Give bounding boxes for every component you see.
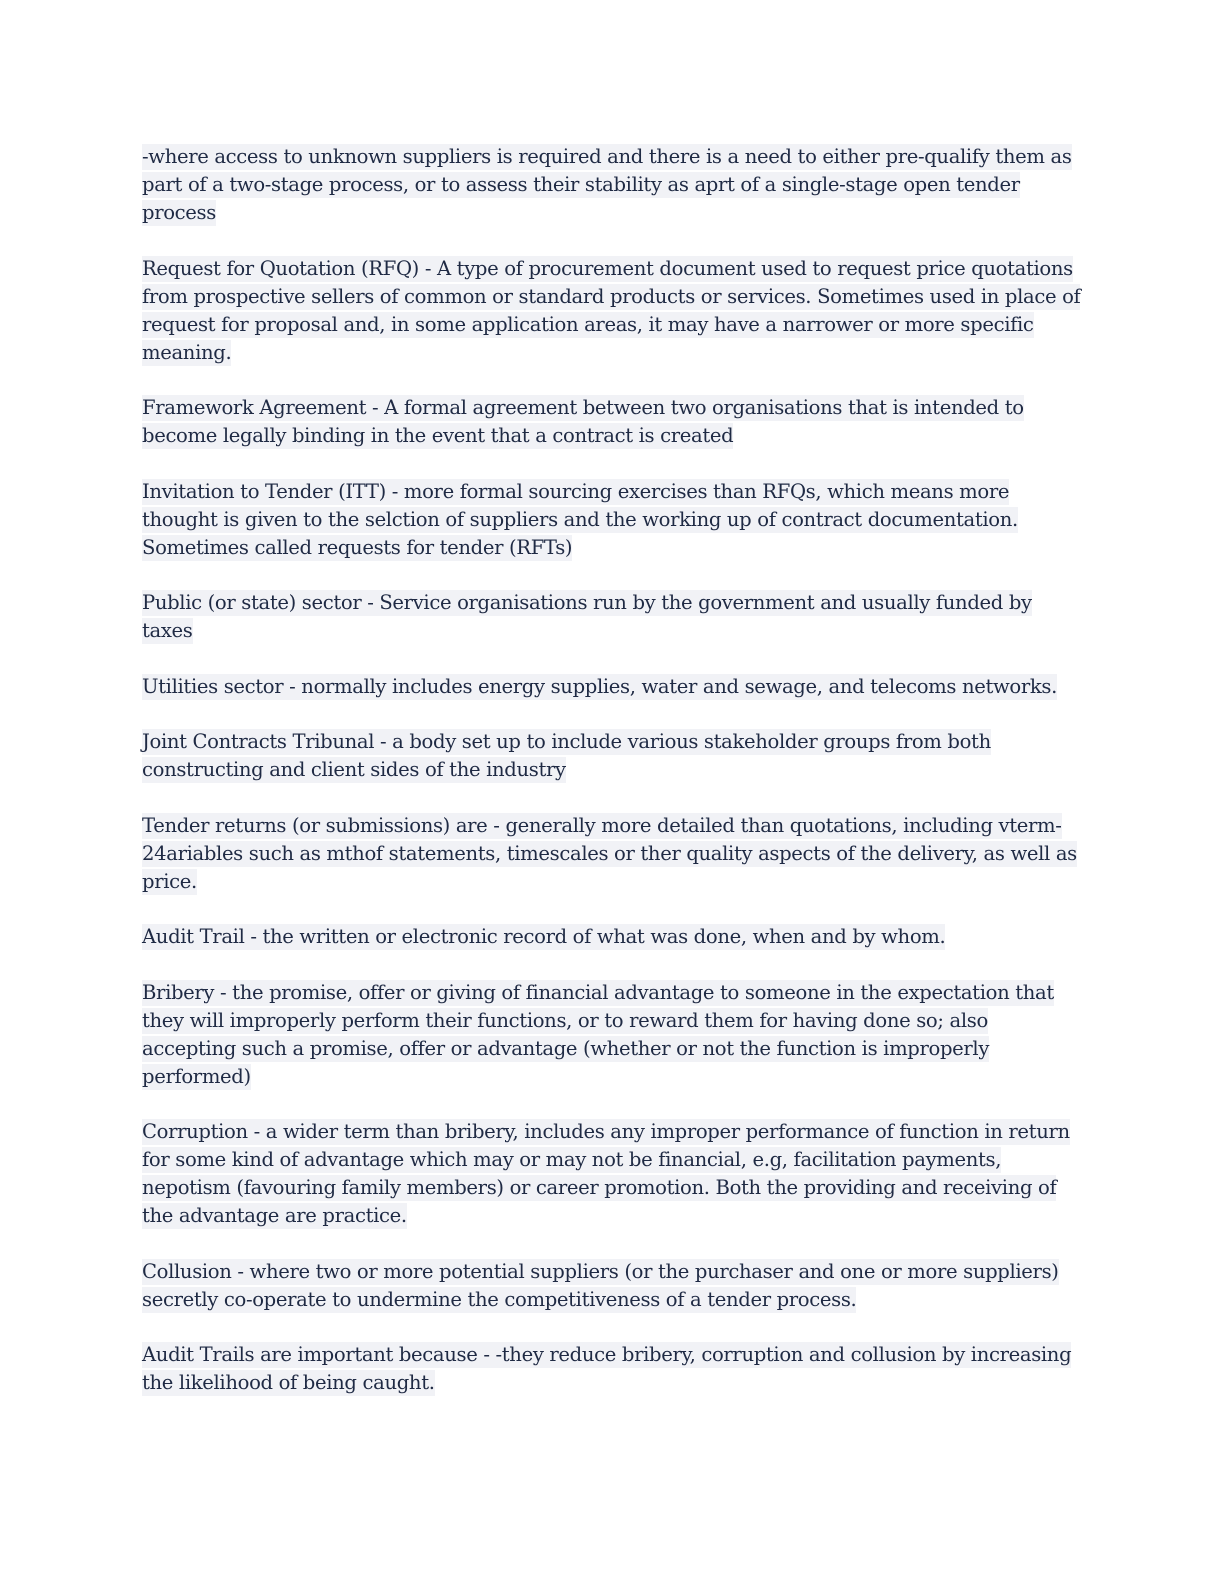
paragraph-bribery xyxy=(142,979,1082,1091)
paragraph-utilities-sector xyxy=(142,673,1082,701)
paragraph-text: Audit Trail - the written or electronic record of what was done, when and by whom. xyxy=(142,925,946,948)
paragraph-text: Utilities sector - normally includes energy supplies, water and sewage, and telecoms networks. xyxy=(142,674,1058,698)
paragraph-framework-agreement xyxy=(142,394,1082,450)
paragraph-audit-trails-importance xyxy=(142,1341,1082,1397)
paragraph-text: -where access to unknown suppliers is required and there is a need to either pre-qualify them as part of a two-stage process, or to assess their stability as aprt of a single-stage open tender process xyxy=(142,145,1072,224)
paragraph-text: Framework Agreement - A formal agreement between two organisations that is intended to become legally binding in the event that a contract is created xyxy=(142,396,1024,447)
paragraph-text: Corruption - a wider term than bribery, includes any improper performance of function in return for some kind of advantage which may or may not be financial, e.g, facilitation payments, nepotism (favouring family members) or career promotion. Both the providing and receiving of the advantage are practice. xyxy=(142,1120,1070,1227)
paragraph-text: Tender returns (or submissions) are - generally more detailed than quotations, including vterm-24ariables such as mthof statements, timescales or ther quality aspects of the delivery, as well as price. xyxy=(142,813,1077,893)
paragraph-text: Joint Contracts Tribunal - a body set up to include various stakeholder groups from both constructing and client sides of the industry xyxy=(142,730,991,781)
paragraph-text: Collusion - where two or more potential suppliers (or the purchaser and one or more suppliers) secretly co-operate to undermine the competitiveness of a tender process. xyxy=(142,1259,1059,1311)
document-page xyxy=(142,143,1082,1425)
paragraph-access-unknown-suppliers xyxy=(142,143,1082,227)
paragraph-text: Bribery - the promise, offer or giving of financial advantage to someone in the expectation that they will improperly perform their functions, or to reward them for having done so; also accepting such a promise, offer or advantage (whether or not the function is improperly performed) xyxy=(142,980,1054,1088)
paragraph-itt xyxy=(142,478,1082,562)
paragraph-text: Public (or state) sector - Service organisations run by the government and usually funded by taxes xyxy=(142,591,1032,642)
paragraph-rfq xyxy=(142,255,1082,367)
paragraph-tender-returns xyxy=(142,812,1082,896)
paragraph-text: Audit Trails are important because - -they reduce bribery, corruption and collusion by increasing the likelihood of being caught. xyxy=(142,1343,1072,1394)
paragraph-public-sector xyxy=(142,589,1082,645)
paragraph-joint-contracts-tribunal xyxy=(142,728,1082,784)
paragraph-text: Invitation to Tender (ITT) - more formal sourcing exercises than RFQs, which means more thought is given to the selction of suppliers and the working up of contract documentation. Sometimes called requests for tender (RFTs) xyxy=(142,479,1018,559)
paragraph-corruption xyxy=(142,1118,1082,1230)
paragraph-audit-trail xyxy=(142,923,1082,951)
paragraph-text: Request for Quotation (RFQ) - A type of procurement document used to request price quotations from prospective sellers of common or standard products or services. Sometimes used in place of request for proposal and, in some application areas, it may have a narrower or more specific meaning. xyxy=(142,256,1081,364)
paragraph-collusion xyxy=(142,1258,1082,1314)
